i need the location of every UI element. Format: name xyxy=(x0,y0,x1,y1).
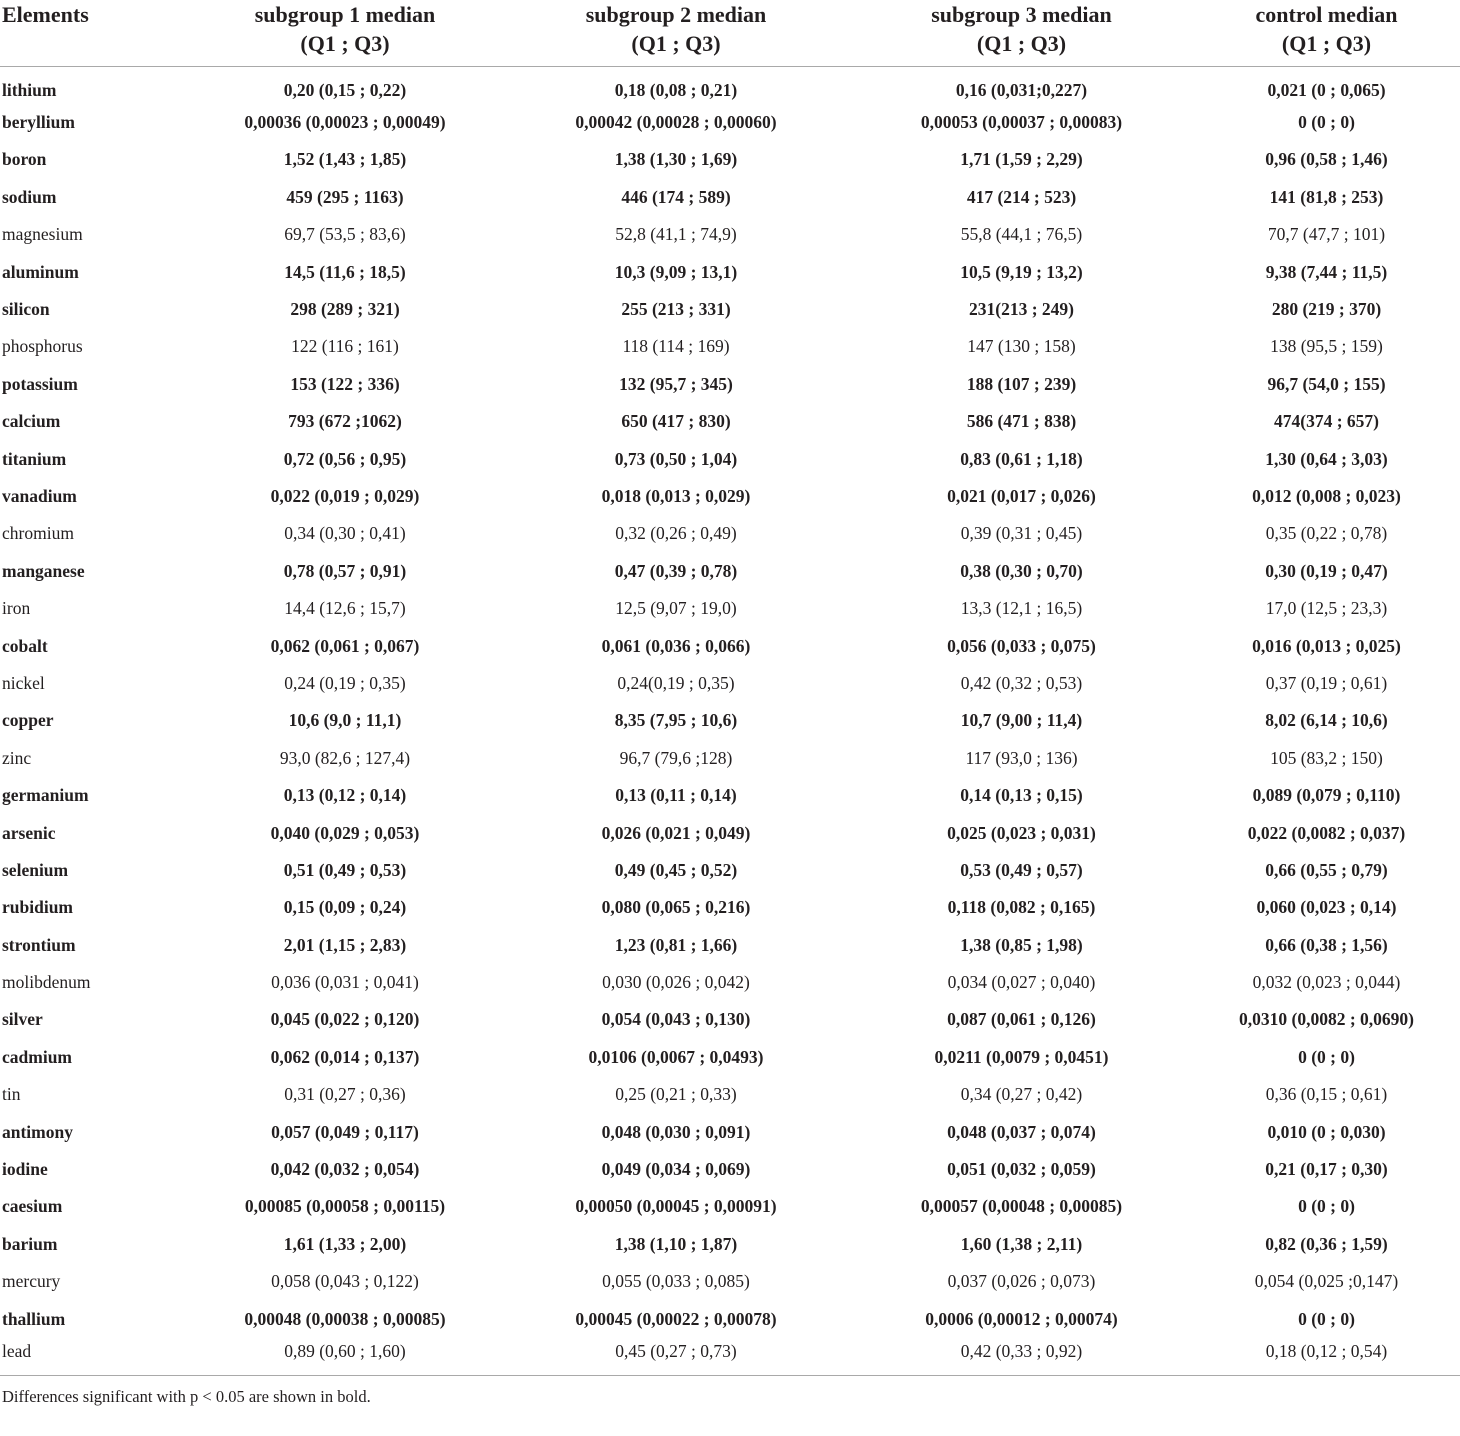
subgroup-3-value: 188 (107 ; 239) xyxy=(966,373,1077,394)
table-row xyxy=(0,179,1460,216)
table-row xyxy=(0,964,1460,1001)
subgroup-2-value: 0,00050 (0,00045 ; 0,00091) xyxy=(575,1196,777,1217)
control-value: 0 (0 ; 0) xyxy=(1298,112,1355,133)
element-name: caesium xyxy=(2,1196,63,1217)
subgroup-1-value: 69,7 (53,5 ; 83,6) xyxy=(284,224,406,245)
table-row xyxy=(0,852,1460,889)
subgroup-2-value: 0,13 (0,11 ; 0,14) xyxy=(615,785,737,806)
subgroup-1-value: 0,040 (0,029 ; 0,053) xyxy=(270,822,420,843)
subgroup-2-value: 52,8 (41,1 ; 74,9) xyxy=(615,224,737,245)
element-name: cadmium xyxy=(2,1046,72,1067)
subgroup-3-value: 231(213 ; 249) xyxy=(969,299,1074,320)
element-name: silicon xyxy=(2,299,50,320)
control-value: 70,7 (47,7 ; 101) xyxy=(1267,224,1386,245)
table-row xyxy=(0,1151,1460,1188)
subgroup-1-value: 0,036 (0,031 ; 0,041) xyxy=(271,972,419,993)
element-name: lead xyxy=(2,1340,32,1361)
table-row xyxy=(0,141,1460,178)
control-value: 0,016 (0,013 ; 0,025) xyxy=(1252,635,1401,656)
element-name: cobalt xyxy=(2,635,48,656)
element-name: strontium xyxy=(2,934,76,955)
table-row xyxy=(0,665,1460,702)
table-row xyxy=(0,1338,1460,1375)
subgroup-2-value: 8,35 (7,95 ; 10,6) xyxy=(614,710,738,731)
subgroup-3-value: 0,42 (0,32 ; 0,53) xyxy=(960,672,1083,693)
subgroup-2-value: 1,23 (0,81 ; 1,66) xyxy=(614,934,738,955)
subgroup-2-value: 1,38 (1,10 ; 1,87) xyxy=(614,1233,738,1254)
control-value: 96,7 (54,0 ; 155) xyxy=(1267,373,1386,394)
element-name: lithium xyxy=(2,80,57,101)
table-row xyxy=(0,740,1460,777)
control-value: 0,82 (0,36 ; 1,59) xyxy=(1265,1233,1388,1254)
header-subgroup-3: subgroup 3 median (Q1 ; Q3) xyxy=(850,0,1193,67)
subgroup-1-value: 0,00036 (0,00023 ; 0,00049) xyxy=(244,112,446,133)
element-name: manganese xyxy=(2,560,85,581)
subgroup-3-value: 0,42 (0,33 ; 0,92) xyxy=(960,1340,1083,1361)
subgroup-1-value: 0,058 (0,043 ; 0,122) xyxy=(271,1271,419,1292)
table-row xyxy=(0,590,1460,627)
subgroup-3-value: 0,037 (0,026 ; 0,073) xyxy=(947,1271,1096,1292)
header-subgroup-2: subgroup 2 median (Q1 ; Q3) xyxy=(502,0,850,67)
subgroup-3-value: 147 (130 ; 158) xyxy=(967,336,1076,357)
subgroup-1-value: 93,0 (82,6 ; 127,4) xyxy=(279,747,411,768)
control-value: 0,30 (0,19 ; 0,47) xyxy=(1265,560,1388,581)
header-row xyxy=(0,0,1460,67)
element-name: antimony xyxy=(2,1121,73,1142)
footnote: Differences significant with p < 0.05 are shown in bold. xyxy=(0,1375,1460,1407)
table-row xyxy=(0,814,1460,851)
subgroup-1-value: 1,61 (1,33 ; 2,00) xyxy=(283,1233,407,1254)
subgroup-1-value: 10,6 (9,0 ; 11,1) xyxy=(288,710,402,731)
subgroup-2-value: 0,048 (0,030 ; 0,091) xyxy=(601,1121,751,1142)
subgroup-2-value: 0,45 (0,27 ; 0,73) xyxy=(615,1340,737,1361)
subgroup-3-value: 0,034 (0,027 ; 0,040) xyxy=(947,972,1096,993)
element-name: vanadium xyxy=(2,485,77,506)
subgroup-1-value: 0,045 (0,022 ; 0,120) xyxy=(270,1009,420,1030)
control-value: 0,054 (0,025 ;0,147) xyxy=(1254,1271,1399,1292)
element-name: selenium xyxy=(2,859,69,880)
element-name: tin xyxy=(2,1084,21,1105)
subgroup-2-value: 118 (114 ; 169) xyxy=(622,336,730,357)
control-value: 0,060 (0,023 ; 0,14) xyxy=(1256,897,1397,918)
subgroup-1-value: 0,13 (0,12 ; 0,14) xyxy=(283,785,407,806)
element-name: titanium xyxy=(2,448,67,469)
subgroup-1-value: 14,5 (11,6 ; 18,5) xyxy=(284,261,406,282)
control-value: 0,66 (0,55 ; 0,79) xyxy=(1265,859,1388,880)
control-value: 0 (0 ; 0) xyxy=(1298,1308,1355,1329)
control-value: 17,0 (12,5 ; 23,3) xyxy=(1265,598,1388,619)
table-row xyxy=(0,889,1460,926)
subgroup-2-value: 255 (213 ; 331) xyxy=(621,299,731,320)
subgroup-3-value: 55,8 (44,1 ; 76,5) xyxy=(960,224,1083,245)
control-value: 0,35 (0,22 ; 0,78) xyxy=(1265,523,1388,544)
subgroup-2-value: 650 (417 ; 830) xyxy=(621,411,731,432)
element-name: rubidium xyxy=(2,897,73,918)
subgroup-3-value: 13,3 (12,1 ; 16,5) xyxy=(960,598,1083,619)
table-row xyxy=(0,291,1460,328)
subgroup-1-value: 0,042 (0,032 ; 0,054) xyxy=(270,1159,420,1180)
element-name: boron xyxy=(2,149,47,170)
subgroup-3-value: 0,021 (0,017 ; 0,026) xyxy=(947,485,1096,506)
control-value: 138 (95,5 ; 159) xyxy=(1270,336,1383,357)
subgroup-3-value: 0,056 (0,033 ; 0,075) xyxy=(947,635,1096,656)
table-body xyxy=(0,67,1460,1376)
header-elements: Elements xyxy=(0,0,188,67)
element-name: germanium xyxy=(2,785,89,806)
subgroup-2-value: 0,026 (0,021 ; 0,049) xyxy=(601,822,751,843)
table-row xyxy=(0,1226,1460,1263)
element-name: zinc xyxy=(2,747,32,768)
control-value: 0,089 (0,079 ; 0,110) xyxy=(1252,785,1401,806)
element-name: beryllium xyxy=(2,112,75,133)
control-value: 0 (0 ; 0) xyxy=(1298,1196,1355,1217)
table-row xyxy=(0,253,1460,290)
subgroup-1-value: 0,062 (0,014 ; 0,137) xyxy=(270,1046,420,1067)
table-row xyxy=(0,515,1460,552)
element-name: thallium xyxy=(2,1308,66,1329)
control-value: 0,36 (0,15 ; 0,61) xyxy=(1265,1084,1388,1105)
element-name: arsenic xyxy=(2,822,56,843)
table-row xyxy=(0,478,1460,515)
subgroup-3-value: 0,118 (0,082 ; 0,165) xyxy=(947,897,1096,918)
subgroup-2-value: 446 (174 ; 589) xyxy=(621,186,731,207)
subgroup-3-value: 0,38 (0,30 ; 0,70) xyxy=(960,560,1083,581)
subgroup-1-value: 0,78 (0,57 ; 0,91) xyxy=(283,560,407,581)
subgroup-1-value: 0,15 (0,09 ; 0,24) xyxy=(283,897,407,918)
subgroup-2-value: 0,054 (0,043 ; 0,130) xyxy=(601,1009,751,1030)
element-name: calcium xyxy=(2,411,61,432)
element-name: silver xyxy=(2,1009,43,1030)
header-subgroup-1: subgroup 1 median (Q1 ; Q3) xyxy=(188,0,502,67)
subgroup-3-value: 0,087 (0,061 ; 0,126) xyxy=(947,1009,1096,1030)
element-name: chromium xyxy=(2,523,74,544)
subgroup-1-value: 0,057 (0,049 ; 0,117) xyxy=(271,1121,419,1142)
table-row xyxy=(0,440,1460,477)
subgroup-2-value: 0,18 (0,08 ; 0,21) xyxy=(614,80,738,101)
subgroup-1-value: 0,31 (0,27 ; 0,36) xyxy=(284,1084,406,1105)
header-control: control median (Q1 ; Q3) xyxy=(1193,0,1460,67)
table-row xyxy=(0,1113,1460,1150)
element-name: iodine xyxy=(2,1159,48,1180)
control-value: 0,032 (0,023 ; 0,044) xyxy=(1252,972,1401,993)
table-row xyxy=(0,1188,1460,1225)
control-value: 105 (83,2 ; 150) xyxy=(1270,747,1383,768)
table-row xyxy=(0,1300,1460,1337)
element-name: barium xyxy=(2,1233,58,1254)
table-row xyxy=(0,627,1460,664)
subgroup-3-value: 1,71 (1,59 ; 2,29) xyxy=(960,149,1083,170)
subgroup-3-value: 417 (214 ; 523) xyxy=(966,186,1077,207)
table-row xyxy=(0,553,1460,590)
subgroup-2-value: 0,24(0,19 ; 0,35) xyxy=(617,672,735,693)
table-row xyxy=(0,1001,1460,1038)
table-row xyxy=(0,216,1460,253)
control-value: 280 (219 ; 370) xyxy=(1271,299,1382,320)
element-name: molibdenum xyxy=(2,972,91,993)
subgroup-1-value: 0,062 (0,061 ; 0,067) xyxy=(270,635,420,656)
control-value: 0,022 (0,0082 ; 0,037) xyxy=(1247,822,1406,843)
subgroup-2-value: 0,49 (0,45 ; 0,52) xyxy=(614,859,738,880)
subgroup-2-value: 0,049 (0,034 ; 0,069) xyxy=(601,1159,751,1180)
control-value: 0,021 (0 ; 0,065) xyxy=(1267,80,1386,101)
subgroup-3-value: 0,025 (0,023 ; 0,031) xyxy=(947,822,1096,843)
element-name: phosphorus xyxy=(2,336,83,357)
control-value: 474(374 ; 657) xyxy=(1274,411,1379,432)
subgroup-3-value: 10,5 (9,19 ; 13,2) xyxy=(960,261,1083,282)
subgroup-3-value: 0,34 (0,27 ; 0,42) xyxy=(960,1084,1083,1105)
subgroup-1-value: 298 (289 ; 321) xyxy=(290,299,400,320)
table-row xyxy=(0,777,1460,814)
table-row xyxy=(0,1076,1460,1113)
subgroup-2-value: 0,32 (0,26 ; 0,49) xyxy=(615,523,737,544)
element-name: aluminum xyxy=(2,261,79,282)
control-value: 9,38 (7,44 ; 11,5) xyxy=(1265,261,1388,282)
element-name: magnesium xyxy=(2,224,83,245)
subgroup-3-value: 0,14 (0,13 ; 0,15) xyxy=(960,785,1083,806)
subgroup-1-value: 0,89 (0,60 ; 1,60) xyxy=(284,1340,406,1361)
subgroup-1-value: 0,022 (0,019 ; 0,029) xyxy=(270,485,420,506)
table-row xyxy=(0,1263,1460,1300)
control-value: 1,30 (0,64 ; 3,03) xyxy=(1265,448,1388,469)
subgroup-3-value: 0,83 (0,61 ; 1,18) xyxy=(960,448,1083,469)
subgroup-1-value: 0,00085 (0,00058 ; 0,00115) xyxy=(244,1196,446,1217)
subgroup-1-value: 793 (672 ;1062) xyxy=(288,411,402,432)
subgroup-1-value: 0,51 (0,49 ; 0,53) xyxy=(283,859,407,880)
subgroup-3-value: 0,0006 (0,00012 ; 0,00074) xyxy=(925,1308,1118,1329)
element-name: mercury xyxy=(2,1271,61,1292)
subgroup-2-value: 12,5 (9,07 ; 19,0) xyxy=(615,598,737,619)
table-row xyxy=(0,328,1460,365)
subgroup-1-value: 1,52 (1,43 ; 1,85) xyxy=(283,149,407,170)
subgroup-2-value: 0,73 (0,50 ; 1,04) xyxy=(614,448,738,469)
control-value: 0,66 (0,38 ; 1,56) xyxy=(1265,934,1388,955)
subgroup-3-value: 0,051 (0,032 ; 0,059) xyxy=(947,1159,1096,1180)
control-value: 0,010 (0 ; 0,030) xyxy=(1267,1121,1386,1142)
subgroup-2-value: 0,030 (0,026 ; 0,042) xyxy=(602,972,750,993)
element-name: iron xyxy=(2,598,31,619)
control-value: 8,02 (6,14 ; 10,6) xyxy=(1265,710,1388,731)
subgroup-2-value: 0,080 (0,065 ; 0,216) xyxy=(601,897,751,918)
subgroup-1-value: 153 (122 ; 336) xyxy=(290,373,400,394)
control-value: 0,21 (0,17 ; 0,30) xyxy=(1265,1159,1388,1180)
subgroup-2-value: 1,38 (1,30 ; 1,69) xyxy=(614,149,738,170)
subgroup-3-value: 0,53 (0,49 ; 0,57) xyxy=(960,859,1083,880)
subgroup-2-value: 132 (95,7 ; 345) xyxy=(619,373,733,394)
control-value: 0,18 (0,12 ; 0,54) xyxy=(1265,1340,1388,1361)
element-name: copper xyxy=(2,710,54,731)
table-row xyxy=(0,702,1460,739)
subgroup-1-value: 0,00048 (0,00038 ; 0,00085) xyxy=(244,1308,446,1329)
subgroup-2-value: 0,061 (0,036 ; 0,066) xyxy=(601,635,751,656)
subgroup-2-value: 0,00042 (0,00028 ; 0,00060) xyxy=(575,112,777,133)
subgroup-1-value: 0,72 (0,56 ; 0,95) xyxy=(283,448,407,469)
subgroup-3-value: 586 (471 ; 838) xyxy=(966,411,1077,432)
subgroup-3-value: 0,39 (0,31 ; 0,45) xyxy=(960,523,1083,544)
subgroup-2-value: 0,25 (0,21 ; 0,33) xyxy=(615,1084,737,1105)
control-value: 0,37 (0,19 ; 0,61) xyxy=(1265,672,1388,693)
subgroup-1-value: 2,01 (1,15 ; 2,83) xyxy=(283,934,407,955)
subgroup-2-value: 96,7 (79,6 ;128) xyxy=(619,747,733,768)
control-value: 0 (0 ; 0) xyxy=(1298,1046,1355,1067)
subgroup-3-value: 0,00057 (0,00048 ; 0,00085) xyxy=(920,1196,1123,1217)
subgroup-2-value: 0,47 (0,39 ; 0,78) xyxy=(614,560,738,581)
subgroup-2-value: 0,00045 (0,00022 ; 0,00078) xyxy=(575,1308,777,1329)
subgroup-3-value: 0,00053 (0,00037 ; 0,00083) xyxy=(920,112,1123,133)
subgroup-3-value: 117 (93,0 ; 136) xyxy=(965,747,1078,768)
subgroup-3-value: 1,38 (0,85 ; 1,98) xyxy=(960,934,1083,955)
element-name: potassium xyxy=(2,373,78,394)
subgroup-3-value: 0,0211 (0,0079 ; 0,0451) xyxy=(934,1046,1109,1067)
control-value: 0,012 (0,008 ; 0,023) xyxy=(1252,485,1401,506)
subgroup-3-value: 0,048 (0,037 ; 0,074) xyxy=(947,1121,1096,1142)
subgroup-1-value: 14,4 (12,6 ; 15,7) xyxy=(284,598,406,619)
table-row xyxy=(0,67,1460,104)
subgroup-2-value: 10,3 (9,09 ; 13,1) xyxy=(614,261,738,282)
table-row xyxy=(0,1039,1460,1076)
element-name: nickel xyxy=(2,672,45,693)
subgroup-3-value: 10,7 (9,00 ; 11,4) xyxy=(960,710,1083,731)
subgroup-1-value: 0,24 (0,19 ; 0,35) xyxy=(284,672,406,693)
control-value: 0,96 (0,58 ; 1,46) xyxy=(1265,149,1388,170)
table-row xyxy=(0,403,1460,440)
table-row xyxy=(0,366,1460,403)
subgroup-3-value: 1,60 (1,38 ; 2,11) xyxy=(960,1233,1083,1254)
subgroup-2-value: 0,018 (0,013 ; 0,029) xyxy=(601,485,751,506)
subgroup-1-value: 459 (295 ; 1163) xyxy=(286,186,404,207)
element-name: sodium xyxy=(2,186,57,207)
subgroup-1-value: 0,34 (0,30 ; 0,41) xyxy=(284,523,406,544)
subgroup-2-value: 0,0106 (0,0067 ; 0,0493) xyxy=(588,1046,764,1067)
table-row xyxy=(0,104,1460,141)
subgroup-3-value: 0,16 (0,031;0,227) xyxy=(955,80,1088,101)
control-value: 141 (81,8 ; 253) xyxy=(1269,186,1384,207)
control-value: 0,0310 (0,0082 ; 0,0690) xyxy=(1239,1009,1414,1030)
subgroup-1-value: 0,20 (0,15 ; 0,22) xyxy=(283,80,407,101)
subgroup-2-value: 0,055 (0,033 ; 0,085) xyxy=(602,1271,750,1292)
table-row xyxy=(0,926,1460,963)
subgroup-1-value: 122 (116 ; 161) xyxy=(291,336,399,357)
